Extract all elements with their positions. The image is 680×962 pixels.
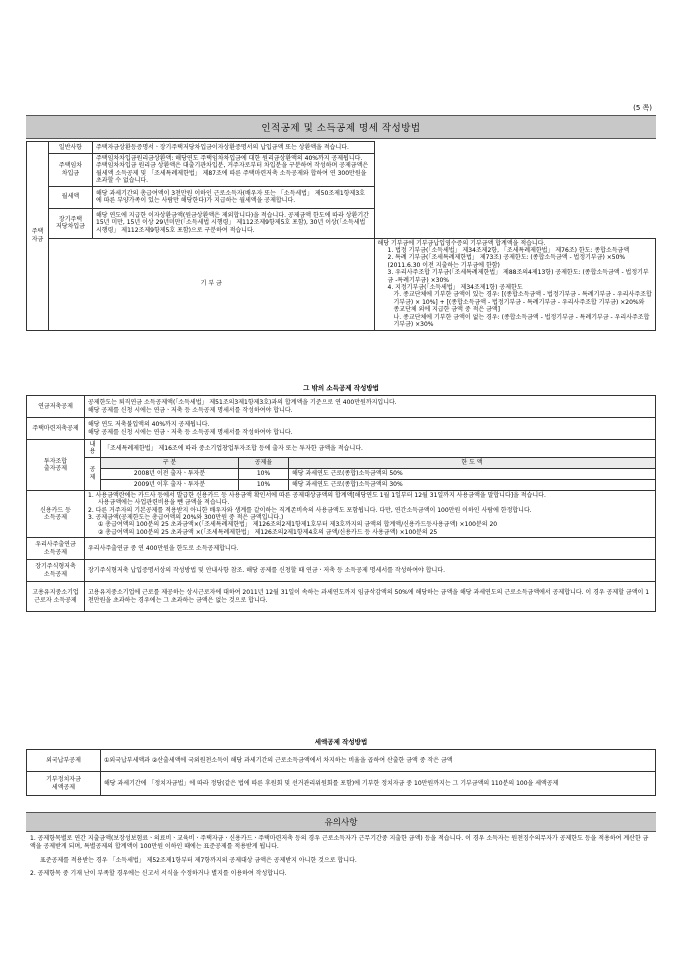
deduction-table-2 — [26, 395, 656, 612]
card-text: 1. 사용금액란에는 카드사 등에서 발급한 신용카드 등 사용금액 확인서에 따른 공제대상금액의 합계액[해당연도 1월 1일부터 12월 31일까지 사용금액을 말합니다]을 적습니다. 사용금액에는 사업관련비용을 뺀 금액을 적습니다. 2. 다른 거주자의 기본공제를 적용받지 아니한 배우자와 생계를 같이하는 직계존비속의 사용금액도 포함됩니다. 다만, 연간소득금액이 100만원 이하인 사람에 한정합니다. 3. 공제금액(공제한도는 총급여액의 20%와 300만원 중 적은 금액입니다.) ① 총급여액의 100분의 25 초과금액×(「조세특례제한법」 제126조의2제1항제1호부터 제3호까지의 금액의 합계액/신용카드등사용금액) ×100분의 20 ② 총급여액의 100분의 25 초과금액 ×(「조세특례제한법」 제126조의2제1항제4호의 금액/신용카드 등 사용금액) ×100분의 25 — [85, 490, 656, 537]
row-text-mortgage: 해당 연도에 지급한 이자상환금액(원금상환액은 제외합니다)을 적습니다. 공제금액 한도에 따라 상환기간 15년 미만, 15년 이상 29년미만(「소득세법 시행령」 제112조제9항제5호 포함), 30년 이상(「소득세법 시행령」 제112조제9항제5호 포함)으로 구분하여 적습니다. — [93, 208, 375, 238]
longterm-label: 장기주식형저축 소득공제 — [27, 560, 85, 582]
table-cell: 해당 과세연도 근로(종합)소득금액의 50% — [289, 468, 656, 479]
row-label-mortgage: 장기주택 저당차입금 — [49, 208, 93, 238]
housing-savings-text: 해당 연도 저축불입액의 40%까지 공제됩니다. 해당 공제를 신청 시에는 연금ㆍ저축 등 소득공제 명세서를 작성하여야 합니다. — [85, 418, 656, 440]
notes-title: 유의사항 — [26, 812, 656, 832]
note-2: 2. 공제항목 중 기재 난이 부족할 경우에는 신고서 서식을 수정하거나 별지를 이용하여 작성합니다. — [30, 870, 287, 878]
political-text: 해당 과세기간에 「정치자금법」에 따라 정당(같은 법에 따른 후원회 및 선거관리위원회를 포함)에 기부한 정치자금 중 10만원까지는 그 기부금액의 110분의 100을 세액공제 — [101, 772, 656, 796]
invest-header-limit: 한 도 액 — [289, 457, 656, 468]
table-cell: 2009년 이후 출자ㆍ투자분 — [101, 479, 239, 490]
political-label: 기부정치자금 세액공제 — [27, 772, 101, 796]
row-label-general: 일반사항 — [49, 142, 93, 154]
notes-body — [30, 835, 654, 879]
row-text-rent-loan: 주택임차차입금원리금상환액: 해당연도 주택임차차입금에 대한 원리금상환액의 40%까지 공제됩니다. 주택임차차입금 원리금 상환액은 대출기관차입분, 거주자로부터 차입분을 구분하여 작성하며 공제금액은 월세액 소득공제 및 「조세특례제한법」 제87조에 따른 주택마련저축 소득공제와 합하여 연 300만원을 초과할 수 없습니다. — [93, 154, 375, 187]
row-text-general: 주택자금상환등증명서ㆍ장기주택저당차입금이자상환증명서의 납입금액 또는 상환액을 적습니다. — [93, 142, 375, 154]
table-cell: 10% — [239, 468, 289, 479]
longterm-text: 장기주식형저축 납입증명서상의 작성방법 및 안내사항 참조. 해당 공제를 신청할 때 연금ㆍ저축 등 소득공제 명세서를 작성하여야 합니다. — [85, 560, 656, 582]
invest-sub-deduct: 공제 — [85, 457, 101, 490]
row-label-monthly-rent: 월세액 — [49, 186, 93, 208]
foreign-tax-text: ①외국납부세액과 ②산출세액에 국외원천소득이 해당 과세기간의 근로소득금액에서 차지하는 비율을 곱하여 산출한 금액 중 작은 금액 — [101, 750, 656, 772]
invest-label: 투자조합 출자공제 — [27, 440, 85, 491]
table-cell: 2008년 이전 출자ㆍ투자분 — [101, 468, 239, 479]
invest-header-rate: 공제율 — [239, 457, 289, 468]
card-label: 신용카드 등 소득공제 — [27, 490, 85, 537]
table-cell: 해당 과세연도 근로(종합)소득금액의 30% — [289, 479, 656, 490]
section-title-other: 그 밖의 소득공제 작성방법 — [303, 384, 379, 392]
note-1-sub: 표준공제를 적용받는 경우 「소득세법」 제52조제1항부터 제7항까지의 공제대상 금액은 공제받지 아니한 것으로 합니다. — [40, 856, 357, 864]
section-title-tax-credit: 세액공제 작성방법 — [314, 738, 368, 746]
pension-text: 공제한도는 퇴직연금 소득공제액(「소득세법」 제51조의3제1항제3호)과의 합계액을 기준으로 연 400만원까지입니다. 해당 공제를 신청 시에는 연금ㆍ저축 등 소득공제 명세서를 작성하여야 합니다. — [85, 396, 656, 418]
foreign-tax-label: 외국납부공제 — [27, 750, 101, 772]
donation-label: 기 부 금 — [49, 238, 375, 330]
invest-header-category: 구 분 — [101, 457, 239, 468]
donation-text: 해당 기부금에 기부금납입영수증의 기부금액 합계액을 적습니다. 1. 법정 기부금(「소득세법」 제34조제2항, 「조세특례제한법」 제76조) 한도: 종합소득금액 2. 특례 기부금(「조세특례제한법」 제73조) 공제한도: (종합소득금액 - 법정기부금) ×50%(2011.6.30 이전 지출하는 기부금에 한함) 3. 우리사주조합 기부금(「조세특례제한법」 제88조의4제13항) 공제한도: (종합소득금액 - 법정기부금 -특례기부금) ×30% 4. 지정기부금(「소득세법」 제34조제1항) 공제한도 가. 종교단체에 기부한 금액이 있는 경우: [(종합소득금액 - 법정기부금 - 특례기부금 - 우리사주조합 기부금) × 10%] + [(종합소득금액 - 법정기부금 - 특례기부금 - 우리사주조합 기부금) ×20%와 종교단체 외에 지급한 금액 중 적은 금액] 나. 종교단체에 기부한 금액이 없는 경우: (종합소득금액 - 법정기부금 - 특례기부금 - 우리사주조합 기부금) ×30% — [374, 238, 656, 330]
housing-savings-label: 주택마련저축공제 — [27, 418, 85, 440]
deduction-table-1 — [26, 141, 656, 331]
note-1: 1. 공제항목별로 연간 지출금액(보장성보험료ㆍ의료비ㆍ교육비ㆍ주택자금ㆍ신용카드ㆍ주택마련저축 등의 경우 근로소득자가 근무기간중 지출한 금액) 등을 적습니다. 이 경우 소득자는 원천징수의무자가 공제한도 등을 적용하여 계산한 금액을 공제받게 되며, 특별공제의 합계액이 100만원 이하인 때에는 표준공제를 적용받게 됩니다. — [30, 835, 649, 851]
table-cell: 10% — [239, 479, 289, 490]
employment-label: 고용유지중소기업 근로자 소득공제 — [27, 582, 85, 612]
page-number: (5 쪽) — [633, 104, 652, 112]
page-title: 인적공제 및 소득공제 명세 작성방법 — [26, 115, 656, 139]
esop-text: 우리사주출연금 중 연 400만원을 한도로 소득공제합니다. — [85, 538, 656, 560]
invest-content-text: 「조세특례제한법」 제16조에 따라 중소기업창업투자조합 등에 출자 또는 투자한 금액을 적습니다. — [101, 440, 656, 458]
row-label-rent-loan: 주택임차 차입금 — [49, 154, 93, 187]
employment-text: 고용유지중소기업에 근로를 제공하는 상시근로자에 대하여 2011년 12월 31일이 속하는 과세연도까지 임금삭감액의 50%에 해당하는 금액을 해당 과세연도의 근로소득금액에서 공제합니다. 이 경우 공제할 금액이 1천만원을 초과하는 경우에는 그 초과하는 금액은 없는 것으로 합니다. — [85, 582, 656, 612]
housing-group-label: 주택 자금 — [27, 142, 49, 331]
invest-sub-content: 내용 — [85, 440, 101, 458]
esop-label: 우리사주출연금 소득공제 — [27, 538, 85, 560]
pension-label: 연금저축공제 — [27, 396, 85, 418]
row-text-monthly-rent: 해당 과세기간의 총급여액이 3천만원 이하인 근로소득자(배우자 또는 「소득세법」 제50조제1항제3호에 따른 부양가족이 있는 사람만 해당한다)가 지급하는 월세액을 공제합니다. — [93, 186, 375, 208]
deduction-table-3 — [26, 749, 656, 796]
